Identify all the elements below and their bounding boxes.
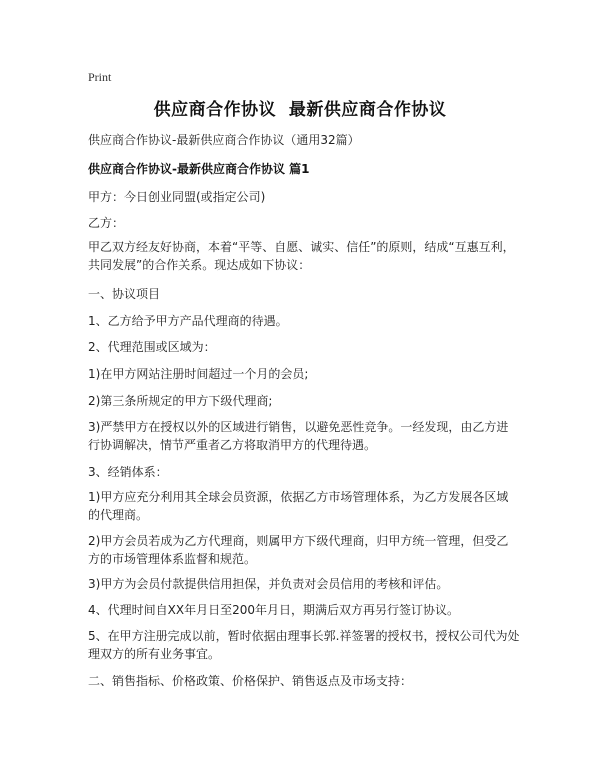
paragraph-section-1: 一、协议项目 [88,287,161,301]
document-subtitle: 供应商合作协议-最新供应商合作协议（通用32篇） [88,133,360,147]
paragraph-item-2-3: 3)严禁甲方在授权以外的区域进行销售，以避免恶性竞争。一经发现，由乙方进行协调解决，情节严重者乙方将取消甲方的代理待遇。 [88,420,509,452]
paragraph-intro: 甲乙双方经友好协商，本着“平等、自愿、诚实、信任”的原则，结成“互惠互利，共同发展”的合作关系。现达成如下协议： [88,240,515,272]
paragraph-item-2-2: 2)第三条所规定的甲方下级代理商; [88,394,273,408]
paragraph-item-2: 2、代理范围或区域为： [88,340,216,354]
paragraph-item-3-3: 3)甲方为会员付款提供信用担保，并负责对会员信用的考核和评估。 [88,577,449,591]
print-label[interactable]: Print [88,70,112,84]
paragraph-item-4: 4、代理时间自XX年月日至200年月日，期满后双方再另行签订协议。 [88,603,459,617]
paragraph-item-2-1: 1)在甲方网站注册时间超过一个月的会员; [88,367,309,381]
paragraph-section-2: 二、销售指标、价格政策、价格保护、销售返点及市场支持： [88,674,413,688]
paragraph-item-1: 1、乙方给予甲方产品代理商的待遇。 [88,314,288,328]
paragraph-party-a: 甲方：今日创业同盟(或指定公司) [88,190,266,204]
paragraph-item-3: 3、经销体系： [88,465,168,479]
paragraph-item-3-1: 1)甲方应充分利用其全球会员资源，依据乙方市场管理体系，为乙方发展各区域的代理商。 [88,490,509,522]
paragraph-party-b: 乙方： [88,216,125,230]
section-heading: 供应商合作协议-最新供应商合作协议 篇1 [88,162,310,176]
paragraph-item-3-2: 2)甲方会员若成为乙方代理商，则属甲方下级代理商，归甲方统一管理，但受乙方的市场管理体系监督和规范。 [88,534,509,566]
paragraph-item-5: 5、在甲方注册完成以前，暂时依据由理事长郭.祥签署的授权书，授权公司代为处理双方的所有业务事宜。 [88,629,520,661]
page-title: 供应商合作协议 最新供应商合作协议 [153,100,447,120]
